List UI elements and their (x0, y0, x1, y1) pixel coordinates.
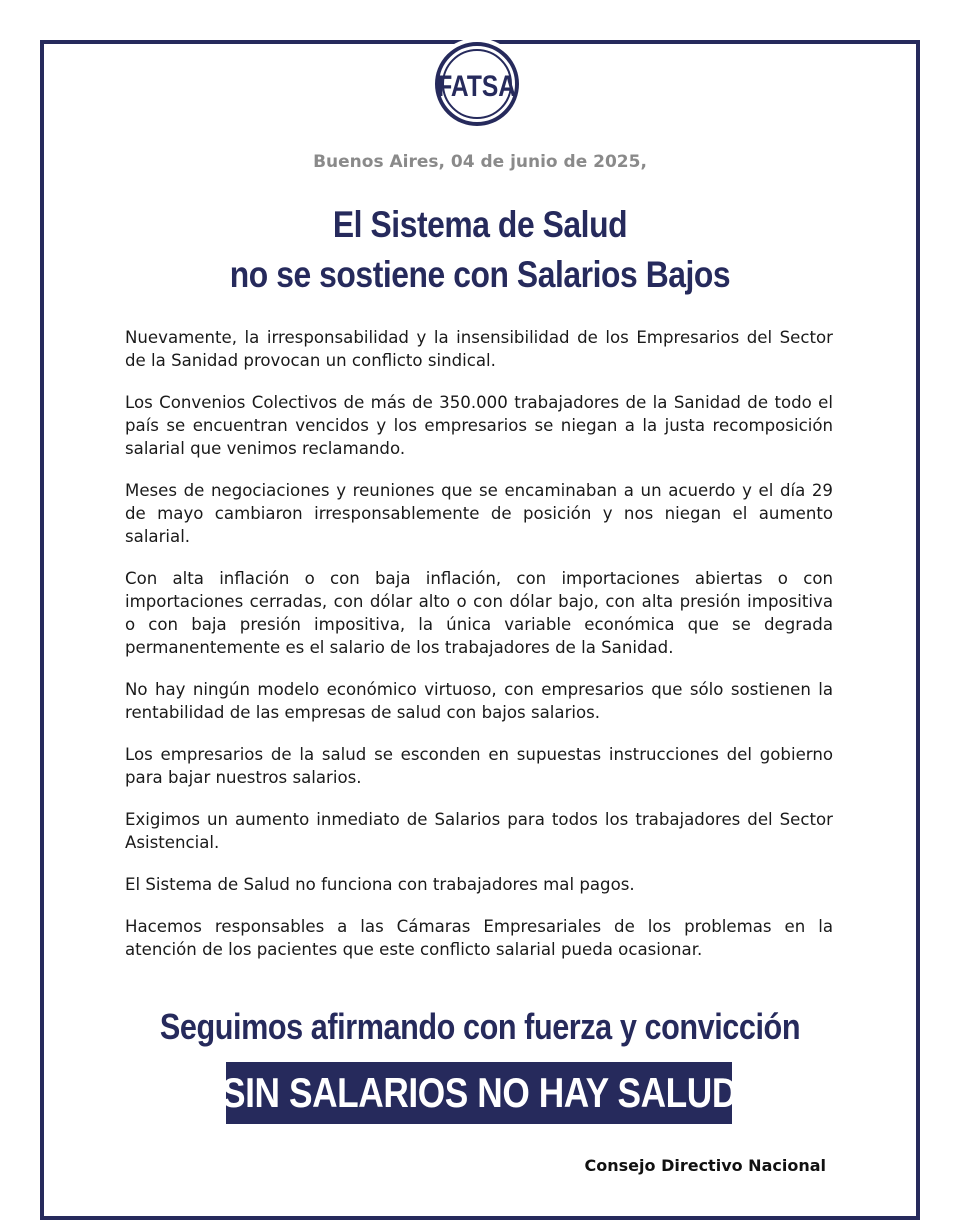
paragraph: Exigimos un aumento inmediato de Salarios para todos los trabajadores del Sector Asistencial. (125, 810, 833, 852)
date-line: Buenos Aires, 04 de junio de 2025, (313, 152, 647, 172)
slogan-text: SIN SALARIOS NO HAY SALUD (221, 1069, 737, 1116)
headline-line-2: no se sostiene con Salarios Bajos (229, 254, 731, 295)
svg-text:FATSA: FATSA (437, 68, 517, 103)
paragraph: Con alta inflación o con baja inflación, con importaciones abiertas o con importaciones cerradas, con dólar alto o con dólar bajo, con alta presión impositiva o con baja presión impositiva, la única variable económica que se degrada permanentemente es el salario de los trabajadores de la Sanidad. (125, 569, 833, 657)
paragraph: No hay ningún modelo económico virtuoso, con empresarios que sólo sostienen la rentabilidad de las empresas de salud con bajos salarios. (125, 680, 833, 722)
paragraph: El Sistema de Salud no funciona con trabajadores mal pagos. (125, 875, 635, 894)
statement-body (125, 326, 833, 980)
paragraph: Nuevamente, la irresponsabilidad y la insensibilidad de los Empresarios del Sector de la Sanidad provocan un conflicto sindical. (125, 328, 833, 370)
closing-statement: Seguimos afirmando con fuerza y convicción (159, 1006, 801, 1047)
headline (67, 200, 893, 300)
paragraph: Meses de negociaciones y reuniones que se encaminaban a un acuerdo y el día 29 de mayo cambiaron irresponsablemente de posición y nos niegan el aumento salarial. (125, 481, 833, 546)
fatsa-logo (430, 38, 524, 132)
slogan-banner (221, 1062, 737, 1124)
paragraph: Los Convenios Colectivos de más de 350.000 trabajadores de la Sanidad de todo el país se encuentran vencidos y los empresarios se niegan a la justa recomposición salarial que venimos reclamando. (125, 393, 833, 458)
paragraph: Los empresarios de la salud se esconden en supuestas instrucciones del gobierno para bajar nuestros salarios. (125, 745, 833, 787)
paragraph: Hacemos responsables a las Cámaras Empresariales de los problemas en la atención de los pacientes que este conflicto salarial pueda ocasionar. (125, 917, 833, 959)
headline-line-1: El Sistema de Salud (332, 204, 628, 245)
signature: Consejo Directivo Nacional (584, 1156, 826, 1175)
